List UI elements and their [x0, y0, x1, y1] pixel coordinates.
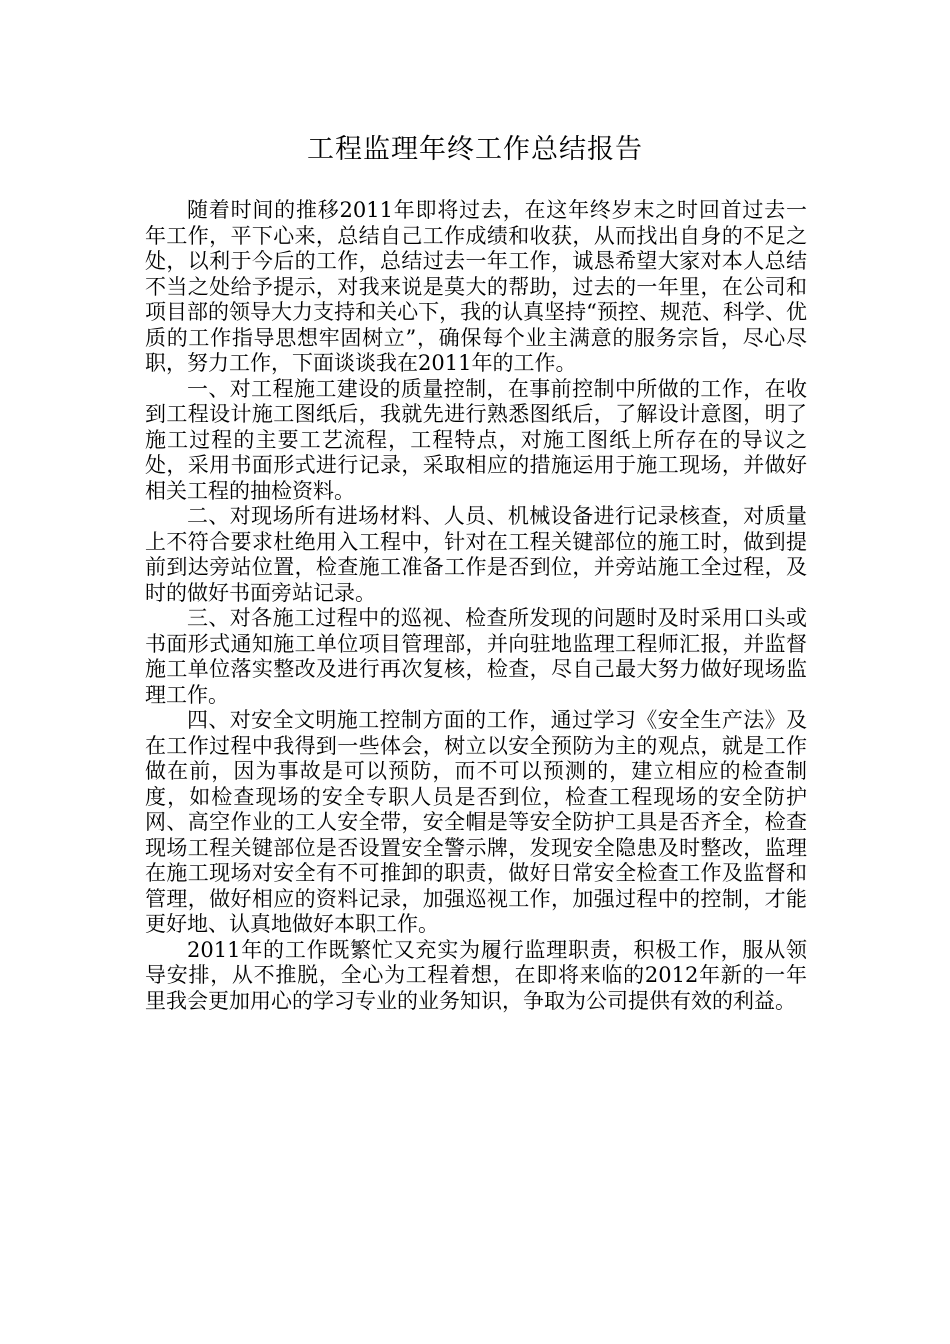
paragraph-intro: 随着时间的推移2011年即将过去，在这年终岁末之时回首过去一年工作，平下心来，总结自己工作成绩和收获，从而找出自身的不足之处，以利于今后的工作，总结过去一年工作，诚恳希望大家对本人总结不当之处给予提示，对我来说是莫大的帮助，过去的一年里，在公司和项目部的领导大力支持和关心下，我的认真坚持“预控、规范、科学、优质的工作指导思想牢固树立”，确保每个业主满意的服务宗旨，尽心尽职，努力工作，下面谈谈我在2011年的工作。 — [145, 198, 807, 375]
paragraph-quality-control: 一、对工程施工建设的质量控制，在事前控制中所做的工作，在收到工程设计施工图纸后，我就先进行熟悉图纸后，了解设计意图，明了施工过程的主要工艺流程，工程特点，对施工图纸上所存在的导议之处，采用书面形式进行记录，采取相应的措施运用于施工现场，并做好相关工程的抽检资料。 — [145, 376, 807, 503]
paragraph-inspection: 三、对各施工过程中的巡视、检查所发现的问题时及时采用口头或书面形式通知施工单位项目管理部，并向驻地监理工程师汇报，并监督施工单位落实整改及进行再次复核，检查，尽自己最大努力做好现场监理工作。 — [145, 606, 807, 707]
document-title: 工程监理年终工作总结报告 — [307, 134, 643, 165]
paragraph-safety: 四、对安全文明施工控制方面的工作，通过学习《安全生产法》及在工作过程中我得到一些体会，树立以安全预防为主的观点，就是工作做在前，因为事故是可以预防，而不可以预测的，建立相应的检查制度，如检查现场的安全专职人员是否到位，检查工程现场的安全防护网、高空作业的工人安全带，安全帽是等安全防护工具是否齐全，检查现场工程关键部位是否设置安全警示牌，发现安全隐患及时整改，监理在施工现场对安全有不可推卸的职责，做好日常安全检查工作及监督和管理，做好相应的资料记录，加强巡视工作，加强过程中的控制，才能更好地、认真地做好本职工作。 — [145, 708, 807, 936]
paragraph-materials-check: 二、对现场所有进场材料、人员、机械设备进行记录核查，对质量上不符合要求杜绝用入工程中，针对在工程关键部位的施工时，做到提前到达旁站位置，检查施工准备工作是否到位，并旁站施工全过程，及时的做好书面旁站记录。 — [145, 504, 807, 605]
document-body — [145, 198, 807, 1014]
paragraph-conclusion: 2011年的工作既繁忙又充实为履行监理职责，积极工作，服从领导安排，从不推脱，全心为工程着想，在即将来临的2012年新的一年里我会更加用心的学习专业的业务知识，争取为公司提供有效的利益。 — [145, 937, 807, 1013]
